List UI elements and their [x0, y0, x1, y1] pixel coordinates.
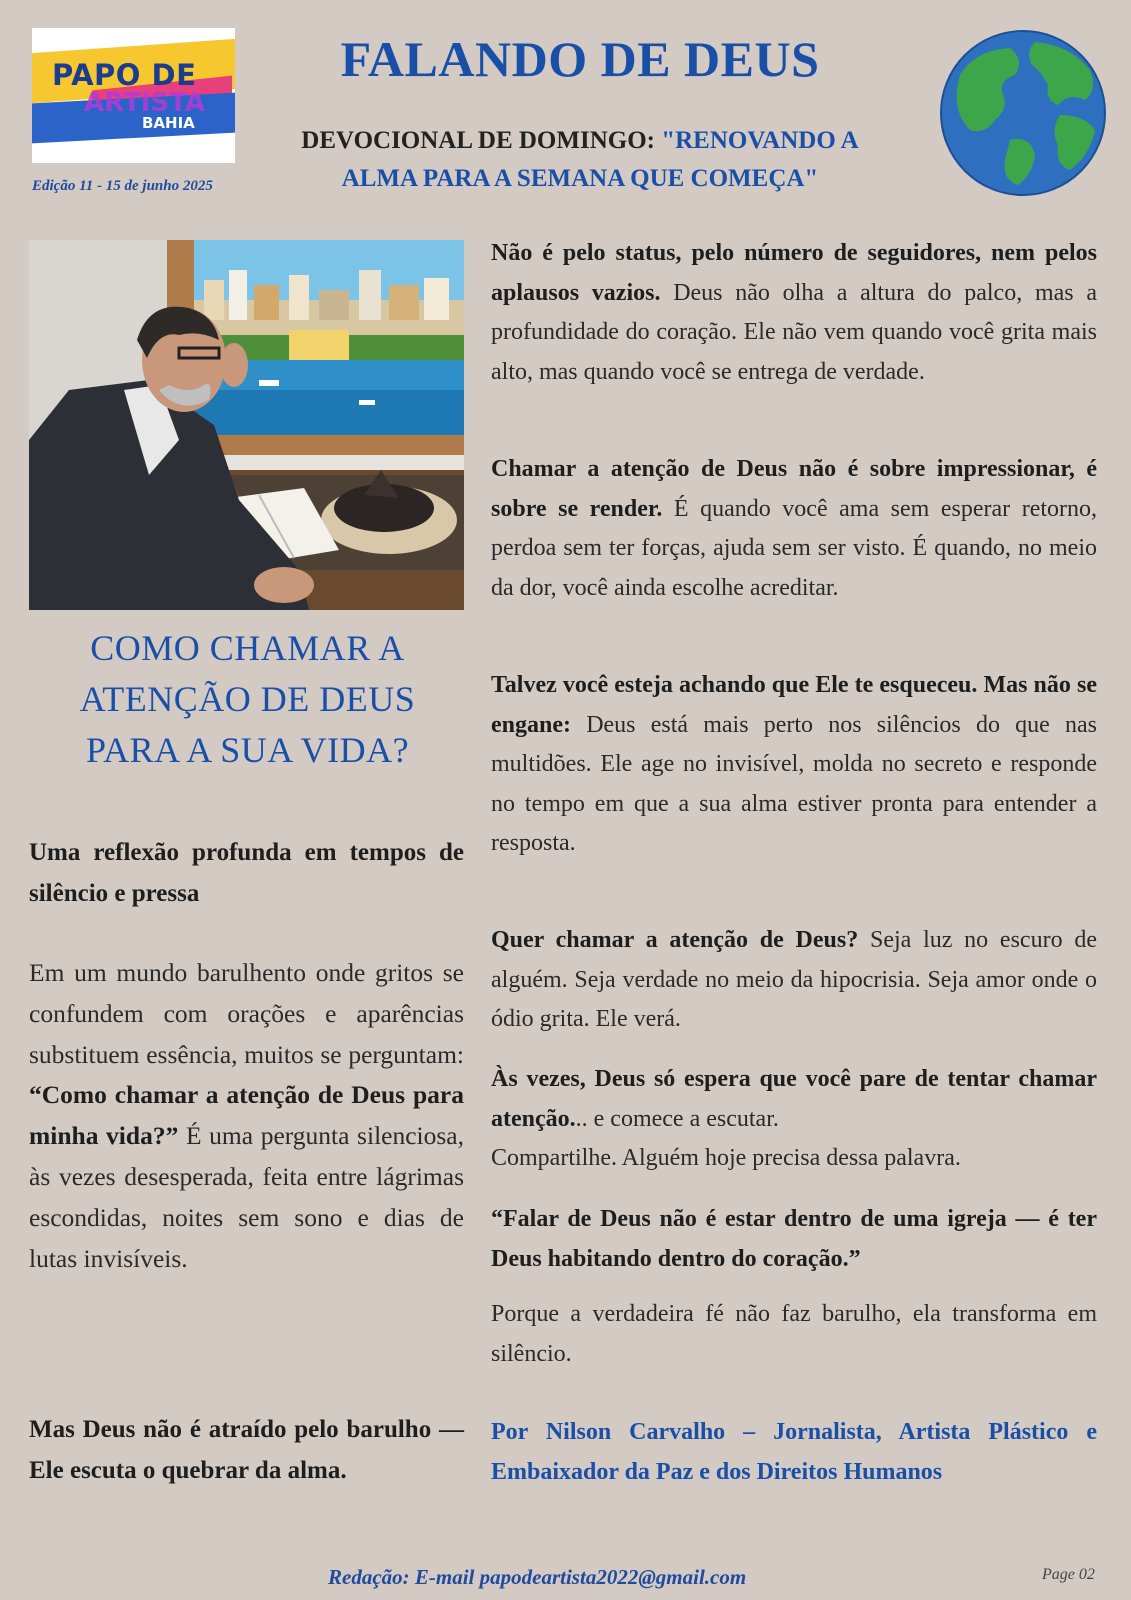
right-paragraph-3: [491, 666, 1097, 864]
right-p4-text: Seja luz no escuro de alguém. Seja verdade no meio da hipocrisia. Seja amor onde o ódio grita. Ele verá.: [491, 927, 1097, 1033]
left-p1-text-c: É uma pergunta silenciosa, às vezes desesperada, feita entre lágrimas escondidas, noites sem sono e dias de lutas invisíveis.: [29, 1121, 464, 1273]
right-p5-text: .. e comece a escutar.: [575, 1105, 779, 1132]
edition-label: Edição 11 - 15 de junho 2025: [32, 178, 213, 194]
left-paragraph-1: [29, 953, 464, 1279]
right-paragraph-2: [491, 450, 1097, 608]
right-body-7: [491, 1295, 1097, 1374]
right-p3-text: Deus está mais perto nos silêncios do que nas multidões. Ele age no invisível, molda no secreto e responde no tempo em que a sua alma estiver pronta para entender a resposta.: [491, 711, 1097, 857]
logo-line1: PAPO DE: [52, 58, 197, 92]
headline-line1: COMO CHAMAR A: [90, 628, 405, 668]
page-number: Page 02: [1042, 1566, 1095, 1583]
papo-de-artista-logo: [32, 28, 235, 163]
right-p3-bold: Talvez você esteja achando que Ele te esqueceu. Mas não se engane:: [491, 672, 1097, 738]
left-body-1: [29, 953, 464, 1279]
headline-line2: ATENÇÃO DE DEUS: [79, 679, 416, 719]
right-quote-text: “Falar de Deus não é estar dentro de uma igreja — é ter Deus habitando dentro do coração.”: [491, 1206, 1097, 1272]
right-p5-bold: Às vezes, Deus só espera que você pare de tentar chamar atenção.: [491, 1066, 1097, 1132]
left-body-2: [29, 1410, 464, 1492]
headline-line3: PARA A SUA VIDA?: [85, 730, 410, 770]
right-body-5: [491, 1060, 1097, 1179]
right-paragraph-5: [491, 1060, 1097, 1179]
page-title: FALANDO DE DEUS: [340, 31, 820, 87]
footer-contact: Redação: E-mail papodeartista2022@gmail.com: [328, 1565, 747, 1589]
lead-paragraph: Uma reflexão profunda em tempos de silêncio e pressa: [29, 839, 464, 907]
right-p2-bold: Chamar a atenção de Deus não é sobre impressionar, é sobre se render.: [491, 456, 1097, 522]
right-body-3: [491, 666, 1097, 864]
right-body-4: [491, 921, 1097, 1040]
share-line: Compartilhe. Alguém hoje precisa dessa palavra.: [491, 1145, 961, 1172]
logo-line2: ARTISTA: [84, 88, 205, 118]
left-paragraph-2: Mas Deus não é atraído pelo barulho — Ele escuta o quebrar da alma.: [29, 1416, 464, 1484]
subtitle: [255, 122, 905, 198]
left-p1-text-a: Em um mundo barulhento onde gritos se confundem com orações e aparências substituem essência, muitos se perguntam:: [29, 958, 464, 1069]
right-paragraph-7: Porque a verdadeira fé não faz barulho, ela transforma em silêncio.: [491, 1301, 1097, 1367]
subtitle-quote-2: ALMA PARA A SEMANA QUE COMEÇA": [341, 165, 819, 192]
author-signature: [491, 1413, 1097, 1492]
right-paragraph-1: [491, 234, 1097, 392]
right-body-2: [491, 450, 1097, 608]
logo-line3: BAHIA: [142, 114, 195, 132]
signature-text: Por Nilson Carvalho – Jornalista, Artista Plástico e Embaixador da Paz e dos Direitos Humanos: [491, 1419, 1097, 1485]
article-headline: [30, 623, 465, 776]
right-p4-bold: Quer chamar a atenção de Deus?: [491, 927, 859, 953]
globe-icon: [940, 30, 1106, 196]
lead-text: [29, 833, 464, 915]
right-body-1: [491, 234, 1097, 392]
left-p1-question: “Como chamar a atenção de Deus para minha vida?”: [29, 1080, 464, 1151]
author-reading-bible-photo: [29, 240, 464, 610]
subtitle-label: DEVOCIONAL DE DOMINGO:: [301, 127, 655, 154]
right-p1-text: Deus não olha a altura do palco, mas a profundidade do coração. Ele não vem quando você grita mais alto, mas quando você se entrega de verdade.: [491, 279, 1097, 385]
right-p1-bold: Não é pelo status, pelo número de seguidores, nem pelos aplausos vazios.: [491, 240, 1097, 306]
subtitle-quote-1: "RENOVANDO A: [661, 127, 859, 154]
right-quote: [491, 1200, 1097, 1279]
right-paragraph-4: [491, 921, 1097, 1040]
right-p2-text: É quando você ama sem esperar retorno, perdoa sem ter forças, ajuda sem ser visto. É quando, no meio da dor, você ainda escolhe acreditar.: [491, 495, 1098, 601]
